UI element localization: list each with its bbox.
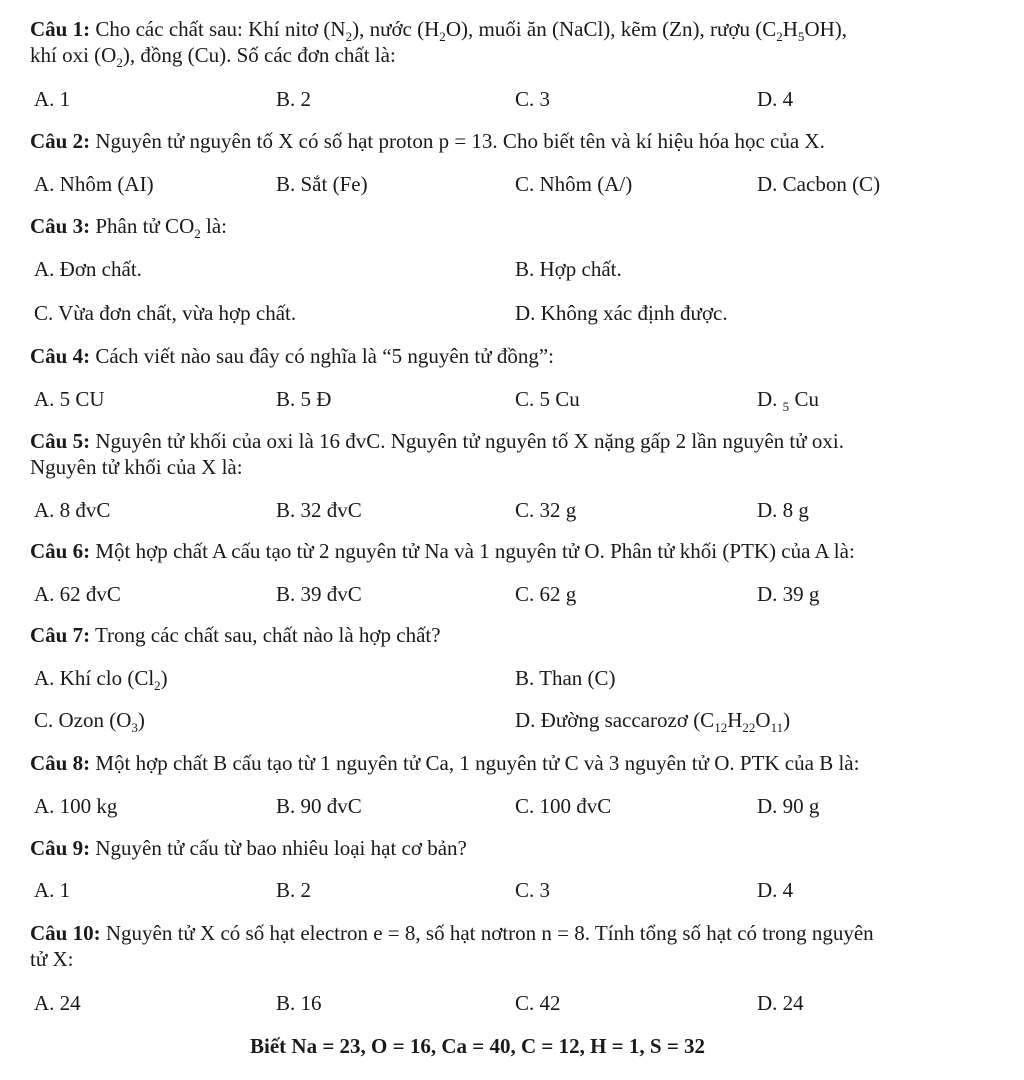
option-b: B. 32 đvC <box>276 498 362 522</box>
option-a: A. 24 <box>34 991 81 1015</box>
option-a: A. 1 <box>34 878 71 902</box>
atomic-mass-note: Biết Na = 23, O = 16, Ca = 40, C = 12, H = 1, S = 32 <box>250 1034 706 1058</box>
question-10: Câu 10: Nguyên tử X có số hạt electron e = 8, số hạt nơtron n = 8. Tính tổng số hạt có trong nguyên tử X: <box>30 921 874 972</box>
option-d: D. 39 g <box>757 582 820 606</box>
question-label: Câu 3: <box>30 214 91 238</box>
option-c: C. Vừa đơn chất, vừa hợp chất. <box>34 301 297 325</box>
question-label: Câu 8: <box>30 751 91 775</box>
option-c: C. 3 <box>515 87 551 111</box>
option-c: C. 5 Cu <box>515 387 580 411</box>
option-b: B. Hợp chất. <box>515 257 622 281</box>
option-a: A. 5 CU <box>34 387 105 411</box>
option-d: D. 4 <box>757 878 794 902</box>
question-7: Câu 7: Trong các chất sau, chất nào là hợp chất? <box>30 623 441 647</box>
option-d: D. Đường saccarozơ $(C_{12}H_{22}O_{11})$ <box>515 708 791 736</box>
question-label: Câu 4: <box>30 344 91 368</box>
question-label: Câu 9: <box>30 836 91 860</box>
option-d: D. 8 g <box>757 498 809 522</box>
option-d: D. 4 <box>757 87 794 111</box>
option-d: D. Cacbon (C) <box>757 172 881 196</box>
option-a: A. Nhôm (AI) <box>34 172 154 196</box>
option-b: B. 5 Đ <box>276 387 332 411</box>
option-c: C. 62 g <box>515 582 577 606</box>
question-label: Câu 10: <box>30 921 101 945</box>
option-c: C. 32 g <box>515 498 577 522</box>
option-a: A. 62 đvC <box>34 582 121 606</box>
option-d: D. $_5$ Cu <box>757 387 819 415</box>
option-a: A. 100 kg <box>34 794 118 818</box>
option-c: C. 100 đvC <box>515 794 612 818</box>
question-label: Câu 1: <box>30 17 91 41</box>
question-6: Câu 6: Một hợp chất A cấu tạo từ 2 nguyên tử Na và 1 nguyên tử O. Phân tử khối (PTK) của A là: <box>30 539 855 563</box>
option-c: C. 42 <box>515 991 561 1015</box>
option-b: B. 16 <box>276 991 322 1015</box>
question-label: Câu 2: <box>30 129 91 153</box>
option-b: B. 39 đvC <box>276 582 362 606</box>
option-a: A. 8 đvC <box>34 498 111 522</box>
question-4: Câu 4: Cách viết nào sau đây có nghĩa là “5 nguyên tử đồng”: <box>30 344 555 368</box>
option-d: D. 90 g <box>757 794 820 818</box>
option-c: C. Nhôm (A/) <box>515 172 633 196</box>
option-c: C. Ozon $(O_3)$ <box>34 708 145 736</box>
option-d: D. Không xác định được. <box>515 301 728 325</box>
option-b: B. Than (C) <box>515 666 616 690</box>
question-label: Câu 5: <box>30 429 91 453</box>
question-8: Câu 8: Một hợp chất B cấu tạo từ 1 nguyên tử Ca, 1 nguyên tử C và 3 nguyên tử O. PTK của B là: <box>30 751 860 775</box>
option-c: C. 3 <box>515 878 551 902</box>
option-a: A. Khí clo $(Cl_2)$ <box>34 666 168 694</box>
question-3: Câu 3: Phân tử $CO_2$ là: <box>30 214 227 242</box>
option-b: B. 90 đvC <box>276 794 362 818</box>
question-label: Câu 6: <box>30 539 91 563</box>
question-9: Câu 9: Nguyên tử cấu từ bao nhiêu loại hạt cơ bản? <box>30 836 467 860</box>
question-2: Câu 2: Nguyên tử nguyên tố X có số hạt proton p = 13. Cho biết tên và kí hiệu hóa học của X. <box>30 129 825 153</box>
option-a: A. Đơn chất. <box>34 257 142 281</box>
option-b: B. Sắt (Fe) <box>276 172 368 196</box>
question-5: Câu 5: Nguyên tử khối của oxi là 16 đvC. Nguyên tử nguyên tố X nặng gấp 2 lần nguyên tử oxi. Nguyên tử khối của X là: <box>30 429 844 480</box>
option-b: B. 2 <box>276 87 312 111</box>
option-b: B. 2 <box>276 878 312 902</box>
question-1: Câu 1: Cho các chất sau: Khí nitơ $(N_2)$, nước $(H_2O)$, muối ăn (NaCl), kẽm (Zn), rượu $(C_2H_5OH)$, khí oxi $(O_2)$, đồng (Cu). Số các đơn chất là: <box>30 17 848 71</box>
option-a: A. 1 <box>34 87 71 111</box>
option-d: D. 24 <box>757 991 804 1015</box>
question-label: Câu 7: <box>30 623 91 647</box>
